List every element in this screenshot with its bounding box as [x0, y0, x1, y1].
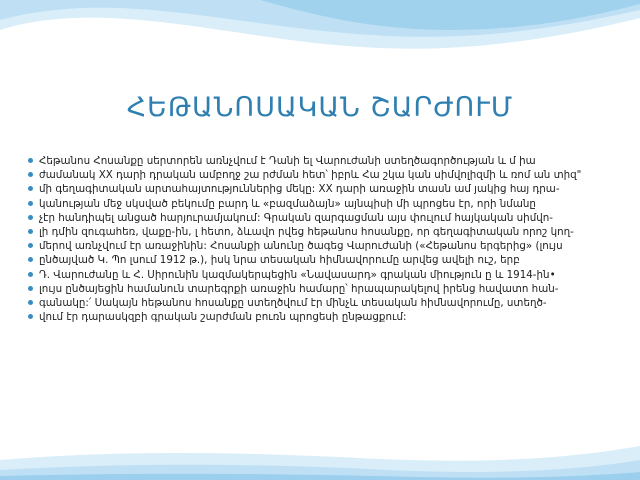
body-line: կանության մեջ սկսված բեկումը բարդ և «բազմաձայն» այնպիսի մի պրոցես էր, որի նմանը: [28, 197, 618, 211]
slide-body: [28, 154, 618, 324]
body-line: վում էր դարասկզբի գրական շարժման բուռն պրոցեսի ընթացքում:: [28, 310, 618, 324]
body-line: ընծայված Կ. Պո լսում 1912 թ.), իսկ նրա տեսական հիմնավորումը արվեց ավելի ուշ, երբ: [28, 253, 618, 267]
body-line: Հեթանոս Հոսանքը սերտորեն առնչվում է Դանի ել Վարուժանի ստեղծագործության և մ իա: [28, 154, 618, 168]
bottom-wave-decoration: [0, 390, 640, 480]
body-line: չէր հանդիպել անցած հարյուրամյակում: Գրական զարգացման այս փուլում հայկական սիմվո-: [28, 211, 618, 225]
body-line: ժամանակ XX դարի դրական ամբողջ շա րժման հետ՝ իբրև Հա շկա կան սիմվոլիզմի և ռոմ ան տիզ": [28, 168, 618, 182]
body-line: մի գեղագիտական արտահայտություններից մեկը: XX դարի առաջին տասն ամ յակից հայ դրա-: [28, 182, 618, 196]
body-line: գանակը:՛ Սակայն հեթանոս հոսանքը ստեղծվում էր մինչև տեսական հիմնավորումը, ստեղծ-: [28, 296, 618, 310]
body-line: մերով առնչվում էր առաջինին: Հոսանքի անունը ծագեց Վարուժանի («Հեթանոս երգերից» (լույս: [28, 239, 618, 253]
body-line: լի դմին զուգահեռ, վաքը-ին, լ հետո, ձևավո րվեց հեթանոս հոսանքը, որ գեղագիտական որոշ կող-: [28, 225, 618, 239]
body-line: Դ. Վարուժանը և Հ. Սիրունին կազմակերպեցին «Նավասարդ» գրական միություն ը և 1914-ին•: [28, 268, 618, 282]
body-line: լույս ընծայեցին համանուն տարեգրքի առաջին համարը՝ հրապարակելով իրենց հավատո հան-: [28, 282, 618, 296]
slide-title: ՀԵԹԱՆՈՍԱԿԱՆ ՇԱՐԺՈՒՄ: [126, 92, 514, 123]
